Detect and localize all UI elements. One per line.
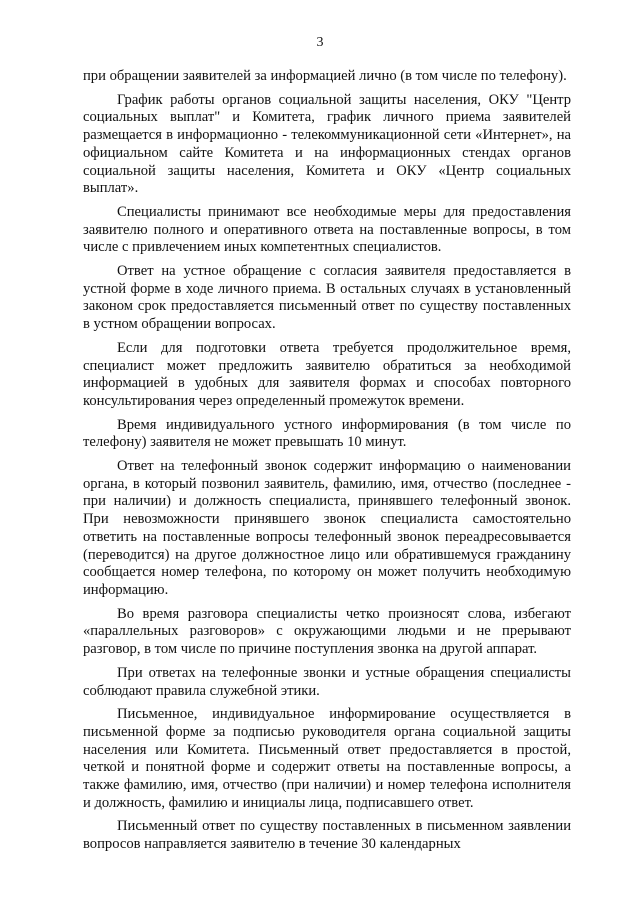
document-body [83, 68, 571, 860]
paragraph-oral-answer: Ответ на устное обращение с согласия заявителя предоставляется в устной форме в ходе личного приема. В остальных случаях в установленный законом срок предоставляется письменный ответ по существу поставленных в устном обращении вопросах. [83, 263, 571, 333]
paragraph-phone-answer: Ответ на телефонный звонок содержит информацию о наименовании органа, в который позвонил заявитель, фамилию, имя, отчество (последнее - при наличии) и должность специалиста, принявшего телефонный звонок. При невозможности принявшего звонок специалиста самостоятельно ответить на поставленные вопросы телефонный звонок переадресовывается (переводится) на другое должностное лицо или обратившемуся гражданину сообщается номер телефона, по которому он может получить необходимую информацию. [83, 458, 571, 598]
paragraph-ethics: При ответах на телефонные звонки и устные обращения специалисты соблюдают правила служебной этики. [83, 664, 571, 699]
paragraph-specialists-measures: Специалисты принимают все необходимые меры для предоставления заявителю полного и оперативного ответа на поставленные вопросы, в том числе с привлечением иных компетентных специалистов. [83, 203, 571, 256]
paragraph-work-schedule: График работы органов социальной защиты населения, ОКУ "Центр социальных выплат" и Комитета, график личного приема заявителей размещается в информационно - телекоммуникационной сети «Интернет», на официальном сайте Комитета и на информационных стендах органов социальной защиты населения, Комитета и ОКУ «Центр социальных выплат». [83, 91, 571, 197]
paragraph-written-informing: Письменное, индивидуальное информирование осуществляется в письменной форме за подписью руководителя органа социальной защиты населения или Комитета. Письменный ответ предоставляется в простой, четкой и понятной форме и содержит ответы на поставленные вопросы, а также фамилию, имя, отчество (при наличии) и номер телефона исполнителя и должность, фамилию и инициалы лица, подписавшего ответ. [83, 706, 571, 811]
paragraph-oral-time-limit: Время индивидуального устного информирования (в том числе по телефону) заявителя не может превышать 10 минут. [83, 416, 571, 451]
paragraph-conversation-rules: Во время разговора специалисты четко произносят слова, избегают «параллельных разговоров» с окружающими людьми и не прерывают разговор, в том числе по причине поступления звонка на другой аппарат. [83, 605, 571, 658]
paragraph-long-preparation: Если для подготовки ответа требуется продолжительное время, специалист может предложить заявителю обратиться за необходимой информацией в удобных для заявителя формах и способах повторного консультирования через определенный промежуток времени. [83, 339, 571, 409]
paragraph-continuation: при обращении заявителей за информацией лично (в том числе по телефону). [83, 68, 567, 84]
paragraph-written-answer-deadline: Письменный ответ по существу поставленных в письменном заявлении вопросов направляется заявителю в течение 30 календарных [83, 818, 571, 853]
page-number: 3 [316, 35, 324, 50]
